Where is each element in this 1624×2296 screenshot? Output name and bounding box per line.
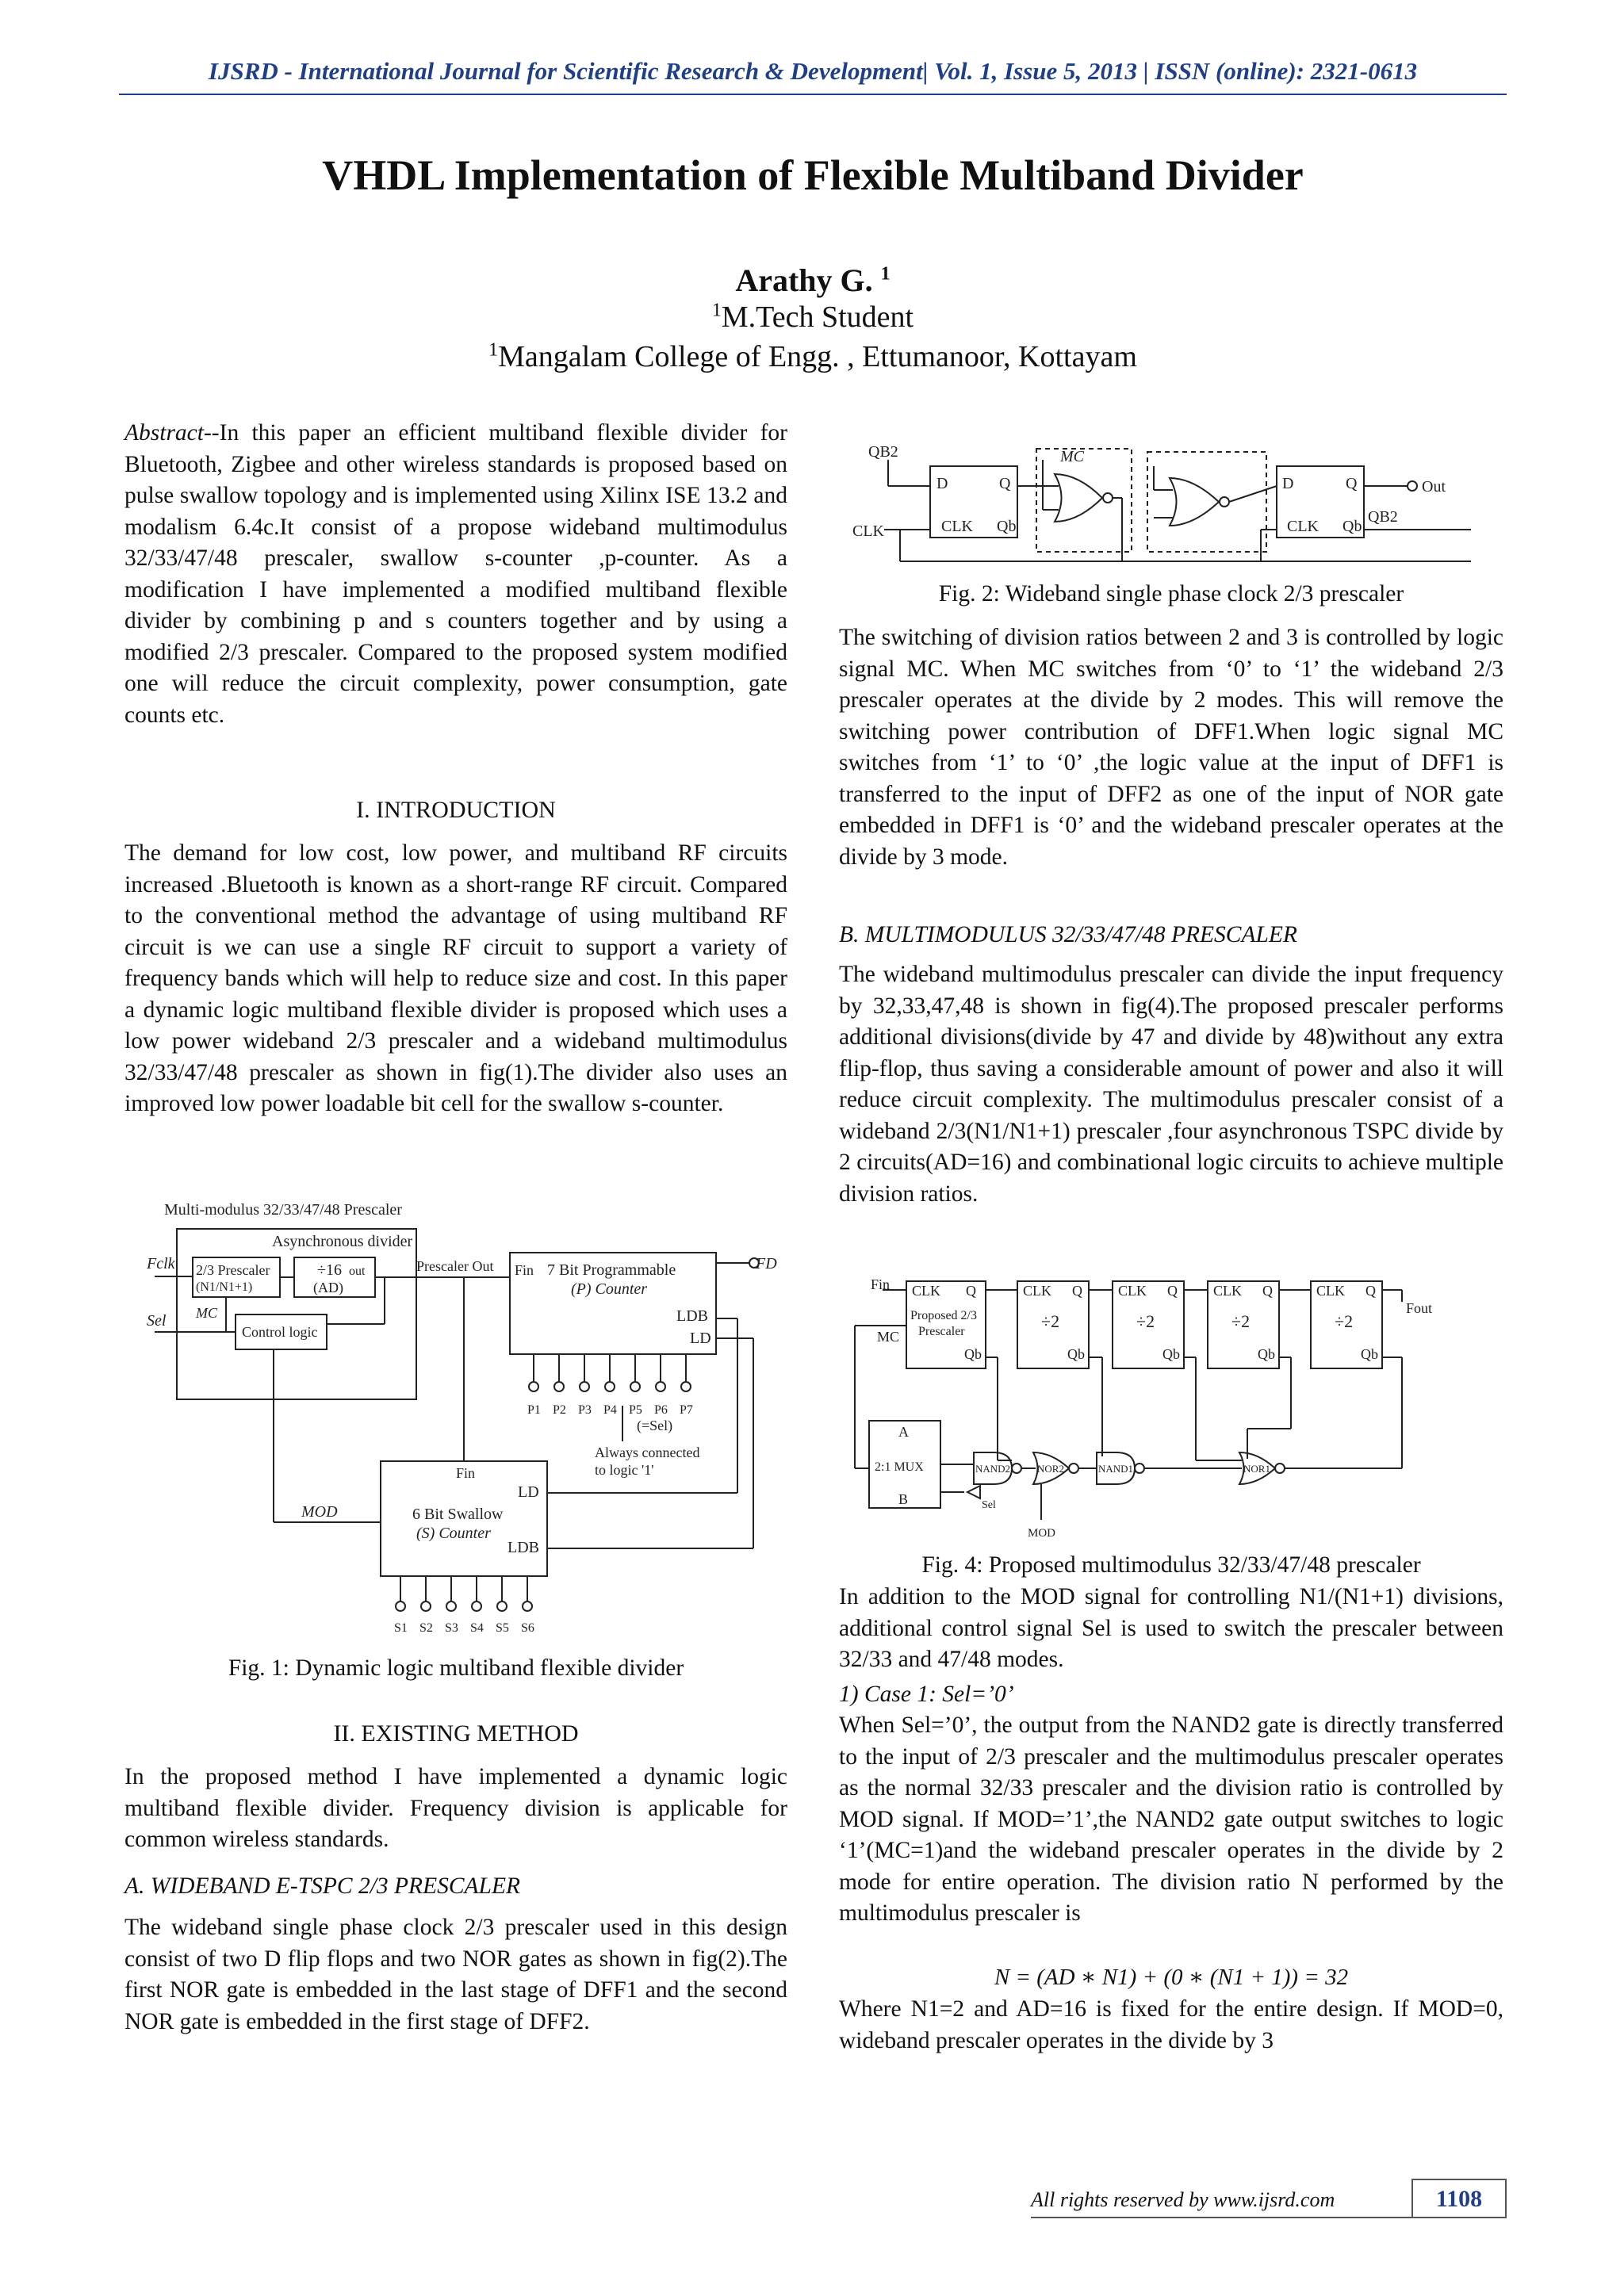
fig4-nand1-label: NAND1 [1098,1463,1134,1475]
case1-title: 1) Case 1: Sel=’0’ [839,1682,1014,1707]
fig2-caption: Fig. 2: Wideband single phase clock 2/3 prescaler [938,581,1404,607]
fig4-clk1: CLK [1023,1283,1051,1299]
section-intro-title: I. INTRODUCTION [356,797,556,823]
fig4-q3: Q [1262,1283,1273,1299]
fig1-eqsel-label: (=Sel) [637,1418,673,1433]
fig4-qb2: Qb [1162,1346,1180,1362]
fig1-out-label: out [349,1265,366,1278]
fig1-p4: P4 [603,1403,617,1417]
abstract [124,418,787,731]
fig4-div3: ÷2 [1231,1311,1251,1331]
figure-1 [147,1196,777,1640]
fig4-div2: ÷2 [1136,1311,1155,1331]
author-role [119,300,1507,335]
fig4-qb4: Qb [1361,1346,1378,1362]
fig1-p7: P7 [680,1403,693,1417]
fig4-qb3: Qb [1258,1346,1275,1362]
fig2-mc: MC [1060,448,1084,465]
fig2-nor2-box [1147,452,1266,552]
fig1-ld-label: LD [690,1330,711,1347]
fig2-clk2: CLK [1287,518,1319,535]
fig4-nor1-label: NOR1 [1243,1463,1270,1475]
fig1-ldb-label: LDB [676,1307,708,1325]
fig4-q2: Q [1167,1283,1178,1299]
fig4-mux-label: 2:1 MUX [875,1460,924,1474]
abstract-text: --In this paper an efficient multiband flexible divider for Bluetooth, Zigbee and other wireless standards is proposed based on pulse swallow topology and is implemented using Xilinx ISE 13.2 and modalism 6.4c.It consist of a propose wideband multimodulus 32/33/47/48 prescaler, swallow s-counter ,p-counter. As a modification I have implemented a modified multiband flexible divider by combining p and s counters together and by using a modified 2/3 prescaler. Compared to the proposed system modified one will reduce the circuit complexity, power consumption, gate counts etc. [124,420,787,728]
figure-4-diagram [847,1278,1505,1548]
fig1-s-pins [396,1576,532,1611]
section-b-title: B. MULTIMODULUS 32/33/47/48 PRESCALER [839,922,1297,947]
fig4-div4: ÷2 [1335,1311,1354,1331]
fig1-preout-label: Prescaler Out [416,1258,494,1274]
fig2-clkin: CLK [852,522,884,540]
para-switching: The switching of division ratios between 2 and 3 is controlled by logic signal MC. When MC switches from ‘0’ to ‘1’ the wideband 2/3 prescaler operates at the divide by 2 modes. This will remove the switching power contribution of DFF1.When logic signal MC switches from ‘1’ to ‘0’ ,the logic value at the input of DFF1 is transferred to the input of DFF2 as one of the input of NOR gate embedded in DFF1 is ‘0’ and the wideband prescaler operates at the divide by 3 mode. [839,625,1503,870]
fig4-prop2: Prescaler [918,1325,965,1338]
fig1-scnt2-label: (S) Counter [416,1525,491,1542]
fig4-mod: MOD [1028,1527,1056,1540]
fig2-qb2-in: QB2 [868,443,898,461]
figure-2 [852,442,1495,577]
author-sup: 1 [880,263,891,285]
fig2-qb2: Qb [1342,518,1362,535]
fig1-sel-label: Sel [147,1312,167,1330]
fig1-pcnt2-label: (P) Counter [571,1280,648,1298]
author-name [119,262,1507,299]
section-b-text: The wideband multimodulus prescaler can divide the input frequency by 32,33,47,48 is shown in fig(4).The proposed prescaler performs additional divisions(divide by 47 and divide by 48)without any extra flip-flop, thus saving a considerable amount of power and also it will reduce circuit complexity. The multimodulus prescaler consist of a wideband 2/3(N1/N1+1) prescaler ,four asynchronous TSPC divide by 2 circuits(AD=16) and combinational logic circuits to achieve multiple division ratios. [839,962,1503,1207]
fig1-sldb-label: LDB [508,1539,539,1556]
fig2-nor1-box [1036,449,1132,552]
section-a-title: A. WIDEBAND E-TSPC 2/3 PRESCALER [124,1873,520,1899]
fig2-nor2 [1170,478,1219,526]
figure-4 [847,1278,1505,1548]
fig4-nor2-label: NOR2 [1037,1463,1064,1475]
fig4-fin: Fin [871,1276,891,1292]
fig4-clk0: CLK [912,1283,940,1299]
fig1-p2: P2 [553,1403,566,1417]
fig1-mod-label: MOD [301,1503,338,1521]
fig1-p6: P6 [654,1403,668,1417]
fig1-outer-label: Multi-modulus 32/33/47/48 Prescaler [164,1201,402,1219]
footer-site-link[interactable]: www.ijsrd.com [1213,2188,1335,2211]
fig1-s4: S4 [470,1621,484,1635]
fig2-qb2-out: QB2 [1368,508,1398,526]
fig4-qb0: Qb [964,1346,982,1362]
fig4-mc: MC [877,1329,900,1345]
section-existing-text: In the proposed method I have implemented a dynamic logic multiband flexible divider. Frequency division is applicable for common wireless standards. [124,1764,787,1852]
fig4-q1: Q [1072,1283,1082,1299]
fig1-p5: P5 [629,1403,642,1417]
fig4-sel: Sel [982,1499,996,1511]
para-mod: In addition to the MOD signal for controlling N1/(N1+1) divisions, additional control signal Sel is used to switch the prescaler between 32/33 and 47/48 modes. [839,1584,1503,1672]
figure-2-diagram [852,442,1495,577]
footer-text: All rights reserved by [1031,2188,1214,2211]
fig4-nand2-label: NAND2 [975,1463,1011,1475]
paper-title: VHDL Implementation of Flexible Multiband Divider [322,151,1304,199]
author-affiliation [119,339,1507,374]
fig4-clk2: CLK [1118,1283,1147,1299]
fig4-a: A [898,1424,909,1440]
fig1-s3: S3 [445,1621,458,1635]
fig1-ctrl-label: Control logic [242,1324,318,1340]
fig1-async-label: Asynchronous divider [272,1233,413,1250]
fig2-nor1 [1055,474,1102,522]
para-where: Where N1=2 and AD=16 is fixed for the entire design. If MOD=0, wideband prescaler operates in the divide by 3 [839,1996,1503,2053]
fig4-q0: Q [966,1283,976,1299]
fig1-fd-label: FD [756,1255,777,1272]
fig2-qb1: Qb [997,518,1017,535]
footer [1031,2188,1335,2212]
affil-sup-1: 1 [711,300,722,321]
fig1-scnt1-label: 6 Bit Swallow [412,1506,504,1523]
fig1-always2-label: to logic '1' [595,1462,654,1478]
fig4-clk4: CLK [1316,1283,1345,1299]
affil-sup-2: 1 [488,339,499,361]
fig1-always1-label: Always connected [595,1445,700,1460]
fig4-qb1: Qb [1067,1346,1085,1362]
fig1-ad-label: (AD) [313,1280,343,1295]
section-intro-text: The demand for low cost, low power, and multiband RF circuits increased .Bluetooth is known as a short-range RF circuit. Compared to the conventional method the advantage of using multiband RF circuit is we can use a single RF circuit to support a variety of frequency bands which will help to reduce size and cost. In this paper a dynamic logic multiband flexible divider is proposed which uses a low power wideband 2/3 prescaler and a wideband multimodulus 32/33/47/48 prescaler as shown in fig(1).The divider also uses an improved low power loadable bit cell for the swallow s-counter. [124,840,787,1116]
abstract-label: Abstract [124,420,204,446]
fig1-p-pins [529,1354,691,1391]
fig1-mc-label: MC [196,1305,217,1321]
fig1-fclk-label: Fclk [147,1255,175,1272]
fig4-caption: Fig. 4: Proposed multimodulus 32/33/47/48 prescaler [921,1552,1421,1578]
fig4-clk3: CLK [1213,1283,1242,1299]
author-affiliation-text: Mangalam College of Engg. , Ettumanoor, Kottayam [498,340,1137,373]
fig2-out: Out [1422,478,1446,496]
fig1-s5: S5 [496,1621,509,1635]
section-existing-title: II. EXISTING METHOD [333,1720,579,1747]
section-a-text: The wideband single phase clock 2/3 prescaler used in this design consist of two D flip flops and two NOR gates as shown in fig(2).The first NOR gate is embedded in the last stage of DFF1 and the second NOR gate is embedded in the first stage of DFF2. [124,1915,787,2034]
fig2-clk1: CLK [941,518,973,535]
fig1-s6: S6 [521,1621,534,1635]
fig1-p1: P1 [527,1403,541,1417]
author-role-text: M.Tech Student [721,300,914,334]
fig4-fout: Fout [1406,1300,1433,1316]
fig4-q4: Q [1365,1283,1376,1299]
fig4-inverter [967,1486,980,1498]
fig2-d1: D [936,475,948,492]
fig4-prop1: Proposed 2/3 [910,1309,977,1322]
fig1-pcnt1-label: 7 Bit Programmable [547,1261,676,1279]
fig4-b: B [898,1491,909,1507]
equation: N = (AD ∗ N1) + (0 ∗ (N1 + 1)) = 32 [994,1965,1349,1990]
header-rule [119,94,1507,95]
case1-text: When Sel=’0’, the output from the NAND2 gate is directly transferred to the input of 2/3 prescaler and the multimodulus prescaler operates as the normal 32/33 prescaler and the division ratio is controlled by MOD signal. If MOD=’1’,the NAND2 gate output switches to logic ‘1’(MC=1)and the wideband prescaler operates in the divide by 2 mode for entire operation. The division ratio N performed by the multimodulus prescaler is [839,1712,1503,1926]
fig1-p3: P3 [578,1403,592,1417]
journal-header: IJSRD - International Journal for Scientific Research & Development| Vol. 1, Issue 5, 2013 | ISSN (online): 2321-0613 [208,57,1418,85]
fig1-pre23-label: 2/3 Prescaler [196,1262,270,1278]
fig2-q1: Q [999,475,1011,492]
page-number: 1108 [1411,2179,1507,2218]
fig2-d2: D [1282,475,1294,492]
fig2-q2: Q [1346,475,1358,492]
author-name-text: Arathy G. [735,262,873,298]
fig1-fin-label: Fin [515,1262,534,1278]
fig1-pre23b-label: (N1/N1+1) [196,1280,253,1294]
fig1-caption: Fig. 1: Dynamic logic multiband flexible divider [228,1655,684,1681]
fig1-s2: S2 [419,1621,433,1635]
fig1-s1: S1 [394,1621,408,1635]
fig1-sld-label: LD [518,1483,539,1501]
fig4-div1: ÷2 [1041,1311,1060,1331]
figure-1-diagram [147,1196,777,1640]
fig1-sfin-label: Fin [456,1465,476,1481]
fig1-div16-label: ÷16 [317,1261,342,1279]
